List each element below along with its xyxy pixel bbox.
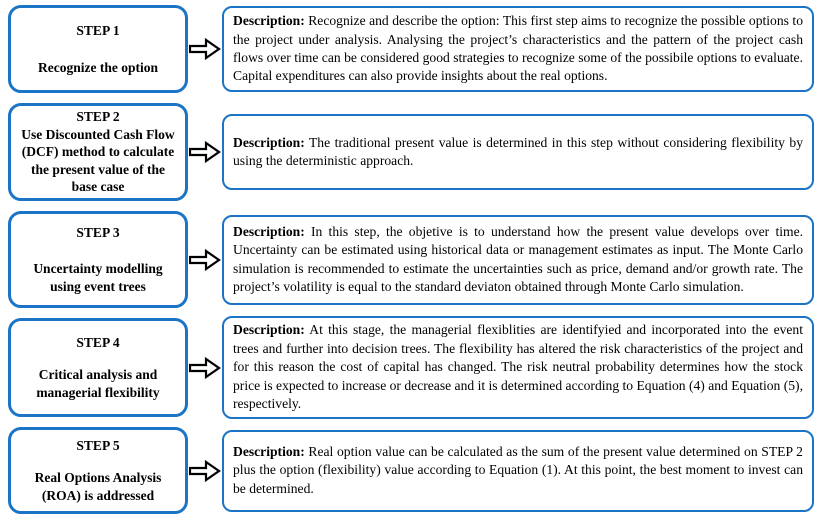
process-row	[8, 427, 814, 514]
step-label: STEP 3	[76, 224, 120, 240]
flow-arrow-icon	[188, 247, 222, 273]
step-box-1	[8, 5, 188, 93]
description-text: Description: At this stage, the managerial flexiblities are identifyied and incorporated into the event trees and further into decision trees. The flexibility has altered the risk characteristics of the project and for this reason the cost of capital has changed. The risk neutral probability determines how the stock price is expected to increase or decrease and it is determined according to Equation (4) and Equation (5), respectively.	[233, 322, 804, 412]
flow-arrow-icon	[188, 458, 222, 484]
process-row	[8, 103, 814, 201]
process-row	[8, 5, 814, 93]
step-box-3	[8, 211, 188, 308]
description-box-5	[222, 430, 814, 512]
description-text: Description: Recognize and describe the option: This first step aims to recognize the possible options to the project under analysis. Analysing the project’s characteristics and the pattern of the project cash flows over time can be considered good strategies to recognize some of the possibile options to evaluate. Capital expenditures can also provide insights about the real options.	[233, 13, 803, 84]
description-box-4	[222, 316, 814, 418]
step-title: Uncertainty modelling using event trees	[33, 261, 163, 294]
description-label: Description:	[233, 443, 305, 459]
description-label: Description:	[233, 13, 305, 29]
step-title: Critical analysis and managerial flexibility	[36, 367, 160, 400]
flow-arrow-icon	[188, 355, 222, 381]
description-box-2	[222, 114, 814, 190]
step-box-4	[8, 318, 188, 417]
step-label: STEP 5	[76, 437, 120, 453]
flow-arrow-icon	[188, 36, 222, 62]
step-label: STEP 1	[76, 22, 120, 38]
step-label: STEP 2	[76, 109, 120, 125]
description-text: Description: In this step, the objetive is to understand how the present value develops over time. Uncertainty can be estimated using historical data or management estimates as input. The Monte Carlo simulation is recommended to estimate the uncertainties such as price, demand and/or growth rate. The project’s volatility is equal to the standard deviaton obtained through Monte Carlo simulation.	[233, 223, 804, 295]
description-box-1	[222, 6, 814, 92]
description-box-3	[222, 215, 814, 305]
description-label: Description:	[233, 223, 305, 239]
step-box-5	[8, 427, 188, 514]
step-title: Recognize the option	[38, 59, 158, 75]
step-title: Use Discounted Cash Flow (DCF) method to calculate the present value of the base case	[21, 126, 175, 195]
process-row	[8, 211, 814, 308]
description-text: Description: The traditional present value is determined in this step without considering flexibility by using the deterministic approach.	[233, 134, 804, 169]
step-title: Real Options Analysis (ROA) is addressed	[34, 470, 162, 503]
description-text: Description: Real option value can be calculated as the sum of the present value determined on STEP 2 plus the option (flexibility) value according to Equation (1). At this point, the best moment to invest can be determined.	[233, 443, 803, 496]
description-label: Description:	[233, 134, 305, 150]
process-row	[8, 318, 814, 417]
step-box-2	[8, 103, 188, 201]
description-label: Description:	[233, 322, 305, 338]
flow-arrow-icon	[188, 139, 222, 165]
step-label: STEP 4	[76, 334, 120, 350]
